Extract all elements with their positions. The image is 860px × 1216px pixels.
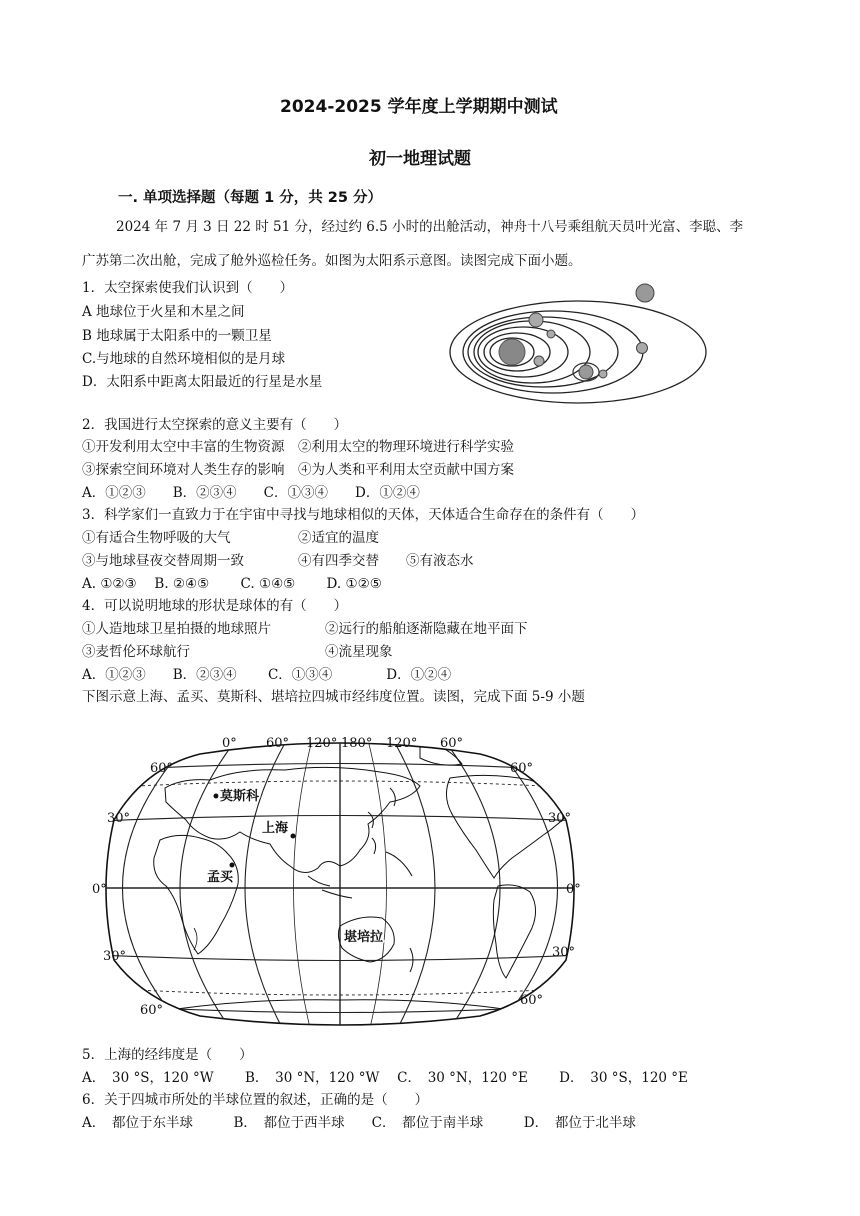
africa-outline	[154, 835, 239, 954]
map-left-lat: 30°	[103, 949, 127, 964]
q6-choices: A． 都位于东半球 B． 都位于西半球 C． 都位于南半球 D． 都位于北半球	[82, 1115, 636, 1131]
north-america-outline	[446, 775, 574, 878]
q2-stem: 2．我国进行太空探索的意义主要有（ ）	[82, 417, 348, 433]
map-right-lat: 60°	[520, 993, 544, 1008]
q3-stem: 3．科学家们一直致力于在宇宙中寻找与地球相似的天体，天体适合生命存在的条件有（ ）	[82, 507, 645, 523]
q5-stem: 5．上海的经纬度是（ ）	[82, 1047, 253, 1063]
q1-option-c: C.与地球的自然环境相似的是月球	[82, 351, 286, 367]
q3-statements-2: ③与地球昼夜交替周期一致 ④有四季交替 ⑤有液态水	[82, 553, 474, 569]
city-label-mumbai: 孟买	[207, 870, 234, 885]
map-left-lat: 60°	[150, 761, 174, 776]
q3-choices: A. ①②③ B. ②④⑤ C. ①④⑤ D. ①②⑤	[82, 576, 382, 592]
q1-option-d: D．太阳系中距离太阳最近的行星是水星	[82, 374, 323, 390]
intro-line-1: 2024 年 7 月 3 日 22 时 51 分，经过约 6.5 小时的出舱活动，神舟十八号乘组航天员叶光富、李聪、李	[116, 219, 744, 235]
q4-statements-2: ③麦哲伦环球航行 ④流星现象	[82, 644, 393, 660]
city-label-shanghai: 上海	[262, 821, 289, 836]
q1-option-a: A 地球位于火星和木星之间	[82, 304, 245, 320]
intro-line-2: 广苏第二次出舱，完成了舱外巡检任务。如图为太阳系示意图。读图完成下面小题。	[82, 253, 582, 269]
world-map	[90, 728, 590, 1028]
q4-stem: 4．可以说明地球的形状是球体的有（ ）	[82, 598, 348, 614]
exam-subtitle: 初一地理试题	[369, 149, 471, 169]
map-left-lat: 60°	[140, 1003, 164, 1018]
solar-system-diagram	[445, 282, 715, 407]
city-label-canberra: 堪培拉	[344, 930, 384, 945]
map-top-label: 120°	[386, 736, 418, 751]
map-top-label: 120°	[306, 736, 338, 751]
q1-stem: 1．太空探索使我们认识到（ ）	[82, 280, 294, 296]
map-top-label: 180°	[341, 736, 373, 751]
map-intro: 下图示意上海、孟买、莫斯科、堪培拉四城市经纬度位置。读图，完成下面 5-9 小题	[82, 689, 585, 705]
q4-choices: A．①②③ B．②③④ C．①③④ D．①②④	[82, 667, 452, 683]
map-left-lat: 0°	[92, 882, 107, 897]
exam-title: 2024-2025 学年度上学期期中测试	[280, 97, 558, 117]
q6-stem: 6．关于四城市所处的半球位置的叙述，正确的是（ ）	[82, 1092, 429, 1108]
city-label-moscow: 莫斯科	[220, 789, 260, 804]
section-heading: 一. 单项选择题（每题 1 分，共 25 分）	[118, 190, 383, 206]
q1-option-b: B 地球属于太阳系中的一颗卫星	[82, 328, 272, 344]
map-right-lat: 30°	[552, 945, 576, 960]
q2-statements-2: ③探索空间环境对人类生存的影响 ④为人类和平利用太空贡献中国方案	[82, 462, 514, 478]
sun-icon	[499, 339, 525, 365]
map-right-lat: 0°	[566, 882, 581, 897]
map-right-lat: 30°	[548, 811, 572, 826]
map-top-label: 60°	[440, 736, 464, 751]
q2-statements-1: ①开发利用太空中丰富的生物资源 ②利用太空的物理环境进行科学实验	[82, 439, 514, 455]
map-left-lat: 30°	[107, 811, 131, 826]
q2-choices: A．①②③ B．②③④ C．①③④ D．①②④	[82, 485, 420, 501]
map-top-label: 0°	[222, 736, 237, 751]
map-right-lat: 60°	[510, 761, 534, 776]
q5-choices: A． 30 °S，120 °W B． 30 °N，120 °W C． 30 °N，120 °E D． 30 °S，120 °E	[82, 1070, 688, 1086]
q4-statements-1: ①人造地球卫星拍摄的地球照片 ②远行的船舶逐渐隐藏在地平面下	[82, 621, 528, 637]
map-top-label: 60°	[266, 736, 290, 751]
q3-statements-1: ①有适合生物呼吸的大气 ②适宜的温度	[82, 530, 379, 546]
